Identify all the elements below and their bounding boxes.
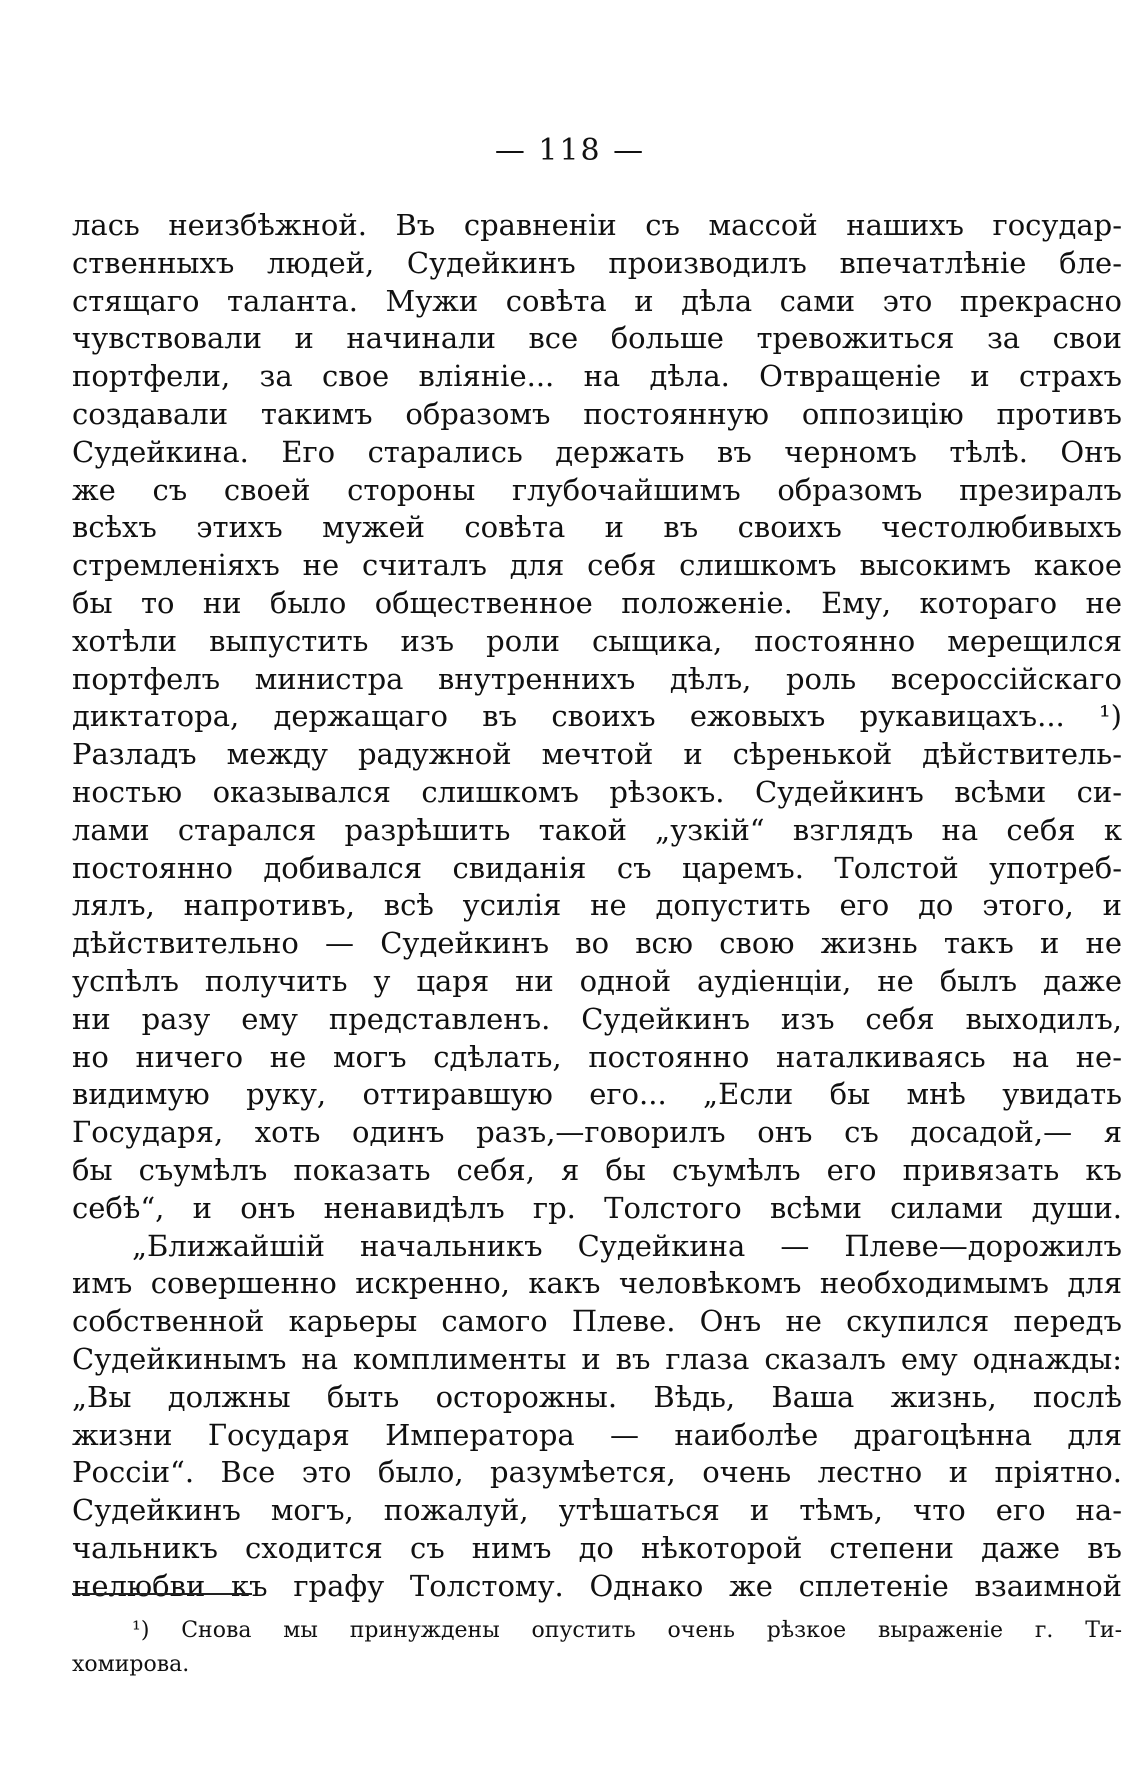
text-line: собственной карьеры самого Плеве. Онъ не скупился передъ xyxy=(72,1304,1122,1339)
text-line: диктатора, держащаго въ своихъ ежовыхъ рукавицахъ... ¹) xyxy=(72,699,1122,734)
text-line: дѣйствительно — Судейкинъ во всю свою жизнь такъ и не xyxy=(72,926,1122,961)
text-line: же съ своей стороны глубочайшимъ образомъ презиралъ xyxy=(72,472,1122,507)
text-line: себѣ“, и онъ ненавидѣлъ гр. Толстого всѣми силами души. xyxy=(72,1190,1122,1225)
text-line: хотѣли выпустить изъ роли сыщика, постоянно мерещился xyxy=(72,623,1122,658)
text-line: ностью оказывался слишкомъ рѣзокъ. Судейкинъ всѣми си- xyxy=(72,774,1122,809)
page-number: — 118 — xyxy=(494,133,646,168)
text-line: жизни Государя Императора — наиболѣе драгоцѣнна для xyxy=(72,1417,1122,1452)
text-line: ственныхъ людей, Судейкинъ производилъ впечатлѣніе бле- xyxy=(72,245,1122,280)
text-line: ни разу ему представленъ. Судейкинъ изъ себя выходилъ, xyxy=(72,1001,1122,1036)
text-line: „Вы должны быть осторожны. Вѣдь, Ваша жизнь, послѣ xyxy=(72,1379,1122,1414)
text-line: лами старался разрѣшить такой „узкій“ взглядъ на себя к xyxy=(72,812,1122,847)
text-line: нелюбви къ графу Толстому. Однако же сплетеніе взаимной xyxy=(72,1568,1122,1603)
text-line: Россіи“. Все это было, разумѣется, очень лестно и пріятно. xyxy=(72,1455,1122,1490)
text-line: лялъ, напротивъ, всѣ усилія не допустить его до этого, и xyxy=(72,888,1122,923)
text-line: успѣлъ получить у царя ни одной аудіенціи, не былъ даже xyxy=(72,963,1122,998)
footnote-line: ¹) Снова мы принуждены опустить очень рѣзкое выраженіе г. Ти- xyxy=(132,1618,1122,1643)
text-line: Судейкинымъ на комплименты и въ глаза сказалъ ему однажды: xyxy=(72,1341,1122,1376)
text-line: стящаго таланта. Мужи совѣта и дѣла сами это прекрасно xyxy=(72,283,1122,318)
text-line: Судейкинъ могъ, пожалуй, утѣшаться и тѣмъ, что его на- xyxy=(72,1493,1122,1528)
footnotes xyxy=(72,1614,1122,1682)
text-line: стремленіяхъ не считалъ для себя слишкомъ высокимъ какое xyxy=(72,548,1122,583)
text-line: чувствовали и начинали все больше тревожиться за свои xyxy=(72,321,1122,356)
text-line: но ничего не могъ сдѣлать, постоянно наталкиваясь на не- xyxy=(72,1039,1122,1074)
text-line: создавали такимъ образомъ постоянную оппозицію противъ xyxy=(72,396,1122,431)
text-line: портфелъ министра внутреннихъ дѣлъ, роль всероссійскаго xyxy=(72,661,1122,696)
text-line: постоянно добивался свиданія съ царемъ. Толстой употреб- xyxy=(72,850,1122,885)
text-line: Судейкина. Его старались держать въ черномъ тѣлѣ. Онъ xyxy=(72,434,1122,469)
text-line: имъ совершенно искренно, какъ человѣкомъ необходимымъ для xyxy=(72,1266,1122,1301)
text-line: портфели, за свое вліяніе... на дѣла. Отвращеніе и страхъ xyxy=(72,359,1122,394)
text-line: Разладъ между радужной мечтой и сѣренькой дѣйствитель- xyxy=(72,737,1122,772)
text-line: бы то ни было общественное положеніе. Ему, котораго не xyxy=(72,585,1122,620)
footnote-line: хомирова. xyxy=(72,1652,190,1677)
text-line: бы съумѣлъ показать себя, я бы съумѣлъ его привязать къ xyxy=(72,1152,1122,1187)
text-line: лась неизбѣжной. Въ сравненіи съ массой нашихъ государ- xyxy=(72,208,1122,242)
paragraph-start-line: „Ближайшій начальникъ Судейкина — Плеве—дорожилъ xyxy=(132,1228,1122,1263)
footnote-divider xyxy=(72,1593,252,1595)
text-line: чальникъ сходится съ нимъ до нѣкоторой степени даже въ xyxy=(72,1530,1122,1565)
text-line: всѣхъ этихъ мужей совѣта и въ своихъ честолюбивыхъ xyxy=(72,510,1122,545)
text-line: Государя, хоть одинъ разъ,—говорилъ онъ съ досадой,— я xyxy=(72,1115,1122,1150)
body-text xyxy=(72,207,1122,1605)
text-line: видимую руку, оттиравшую его... „Если бы мнѣ увидать xyxy=(72,1077,1122,1112)
